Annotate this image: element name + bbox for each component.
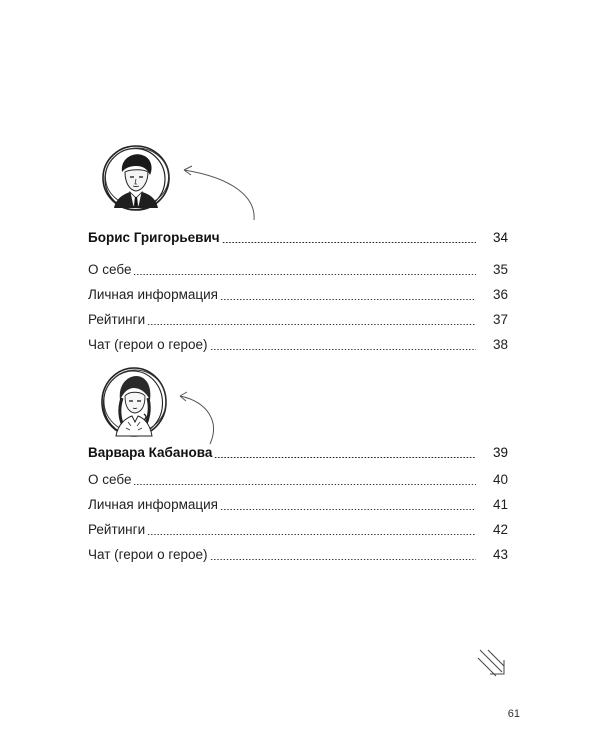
toc-item-label: О себе [88,262,132,277]
toc-item-label: О себе [88,472,132,487]
dot-leader [147,324,476,325]
page-ref: 35 [492,262,508,277]
toc-item-row [88,333,508,353]
toc-item-label: Чат (герои о герое) [88,337,208,352]
dot-leader [133,274,476,275]
toc-item-row [88,493,508,513]
toc-hero-row [88,226,508,246]
page-number: 61 [507,708,520,720]
toc-item-row [88,283,508,303]
toc-item-row [88,518,508,538]
dot-leader [210,349,477,350]
toc-item-row [88,258,508,278]
toc-item-label: Рейтинги [88,522,146,537]
page-ref: 39 [492,445,508,460]
page-ref: 37 [492,312,508,327]
scribble-arrow-icon [474,646,508,685]
toc-item-label: Личная информация [88,287,218,302]
hero-name: Борис Григорьевич [88,230,220,245]
curved-arrow-icon [178,160,262,229]
dot-leader [220,509,476,510]
page-ref: 41 [492,497,508,512]
page-ref: 43 [492,547,508,562]
dot-leader [210,559,477,560]
toc-item-label: Личная информация [88,497,218,512]
toc-item-label: Чат (герои о герое) [88,547,208,562]
toc-item-label: Рейтинги [88,312,146,327]
toc-item-row [88,468,508,488]
varvara-portrait-icon [98,364,170,440]
toc-item-row [88,543,508,563]
page-ref: 38 [492,337,508,352]
toc-item-row [88,308,508,328]
hero-name: Варвара Кабанова [88,445,213,460]
boris-portrait-icon [100,142,172,214]
page-ref: 40 [492,472,508,487]
dot-leader [133,484,476,485]
page-ref: 36 [492,287,508,302]
toc-hero-row [88,441,508,461]
page-ref: 42 [492,522,508,537]
dot-leader [214,457,476,458]
dot-leader [220,299,476,300]
dot-leader [222,242,476,243]
page-ref: 34 [492,230,508,245]
dot-leader [147,534,476,535]
